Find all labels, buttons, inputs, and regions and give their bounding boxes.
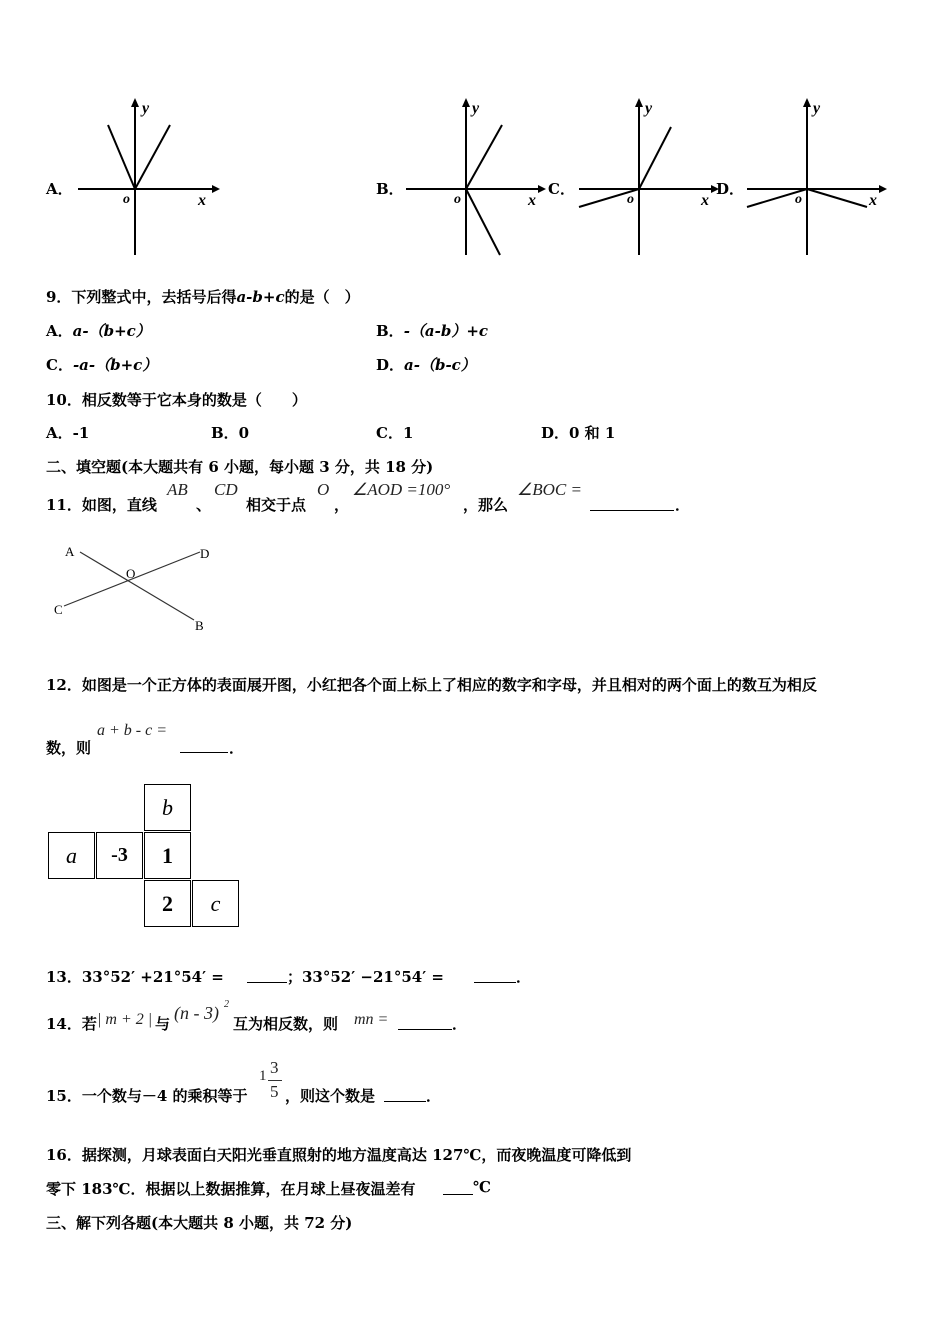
q11-fig-label-o: O [126, 566, 136, 581]
q14-mn-expression: mn = [354, 1011, 389, 1028]
q15-fraction-bar [268, 1080, 282, 1081]
q14-abs-expression: | m + 2 | [97, 1011, 153, 1028]
q12-line-2-a: 数，则 [46, 739, 92, 757]
q11-math-angle-boc: ∠BOC = [517, 480, 582, 499]
q8-graph-a [70, 95, 220, 260]
net-cell-neg3: -3 [96, 832, 143, 879]
q11-math-cd: CD [214, 480, 238, 499]
q13-part-3: ． [516, 968, 532, 986]
q11-answer-blank[interactable] [590, 510, 674, 511]
q11-text-6: ． [675, 496, 691, 514]
q8-graph-b [400, 95, 550, 260]
q8-c-origin-label: o [627, 192, 634, 207]
q11-fig-label-b: B [195, 618, 204, 633]
q15-fraction-denominator: 5 [270, 1082, 279, 1101]
q15-text-3: ． [426, 1087, 442, 1105]
q10-option-a: A．-1 [46, 424, 90, 442]
q8-a-x-label: x [198, 192, 206, 209]
q8-graph-c [575, 95, 725, 260]
q8-b-origin-label: o [454, 192, 461, 207]
q14-exponent: 2 [224, 999, 229, 1010]
q11-fig-label-a: A [65, 544, 75, 559]
q11-math-ab: AB [167, 480, 188, 499]
q8-d-origin-label: o [795, 192, 802, 207]
q15-answer-blank[interactable] [384, 1101, 426, 1102]
q8-d-x-label: x [869, 192, 877, 209]
q11-math-angle-aod: ∠AOD =100° [352, 480, 451, 499]
q8-option-b-label: B． [376, 180, 404, 198]
q14-text-3: 互为相反数，则 [233, 1015, 339, 1033]
q14-text-4: ． [452, 1015, 468, 1033]
q8-d-y-label: y [813, 100, 821, 117]
q15-text-1: 15．一个数与－4 的乘积等于 [46, 1087, 248, 1105]
q8-option-d-label: D． [716, 180, 745, 198]
net-cell-1: 1 [144, 832, 191, 879]
q9-stem: 9．下列整式中，去括号后得a-b+c的是（ ） [46, 288, 360, 306]
q10-stem: 10．相反数等于它本身的数是（ ） [46, 391, 307, 409]
section-2-heading: 二、填空题(本大题共有 6 小题，每小题 3 分，共 18 分) [46, 458, 434, 476]
net-cell-b: b [144, 784, 191, 831]
q12-line-2-b: ． [229, 739, 245, 757]
section-3-heading: 三、解下列各题(本大题共 8 小题，共 72 分) [46, 1214, 353, 1232]
q16-line-1: 16．据探测，月球表面白天阳光垂直照射的地方温度高达 127℃，而夜晚温度可降低到 [46, 1146, 632, 1164]
q12-expression: a + b - c = [97, 722, 168, 739]
q12-line-1: 12．如图是一个正方体的表面展开图，小红把各个面上标上了相应的数字和字母，并且相对的两个面上的数互为相反 [46, 676, 817, 694]
q11-text-4: ， [334, 496, 350, 514]
q11-text-1: 11．如图，直线 [46, 496, 157, 514]
q13-answer-blank-1[interactable] [247, 982, 287, 983]
q11-text-2: 、 [196, 496, 212, 514]
q13-part-2: ；33°52′ −21°54′ = [287, 968, 444, 986]
net-cell-2: 2 [144, 880, 191, 927]
q9-option-a: A．a-（b+c） [46, 322, 151, 340]
q11-fig-label-d: D [200, 546, 210, 561]
q10-option-d: D．0 和 1 [541, 424, 616, 442]
q9-option-c: C．-a-（b+c） [46, 356, 158, 374]
q12-answer-blank[interactable] [180, 752, 228, 753]
q10-option-c: C．1 [376, 424, 414, 442]
q11-fig-label-c: C [54, 602, 63, 617]
q16-line-2-a: 零下 183℃．根据以上数据推算，在月球上昼夜温差有 [46, 1180, 416, 1198]
q14-answer-blank[interactable] [398, 1029, 452, 1030]
q15-text-2: ，则这个数是 [285, 1087, 376, 1105]
q9-option-d: D．a-（b-c） [376, 356, 476, 374]
q8-b-y-label: y [472, 100, 480, 117]
q8-c-y-label: y [645, 100, 653, 117]
q8-option-a-label: A． [46, 180, 73, 198]
q16-answer-blank[interactable] [443, 1194, 473, 1195]
q8-a-origin-label: o [123, 192, 130, 207]
q8-b-x-label: x [528, 192, 536, 209]
q10-option-b: B．0 [211, 424, 250, 442]
q11-math-o: O [317, 480, 330, 499]
q14-power-expression: (n - 3) [174, 1003, 219, 1023]
q9-option-b: B．-（a-b）+c [376, 322, 489, 340]
q15-fraction-numerator: 3 [270, 1058, 279, 1077]
net-cell-c: c [192, 880, 239, 927]
q11-text-3: 相交于点 [246, 496, 307, 514]
q11-text-5: ，那么 [463, 496, 509, 514]
q11-figure [48, 540, 223, 635]
q13-answer-blank-2[interactable] [474, 982, 516, 983]
q14-text-1: 14．若 [46, 1015, 97, 1033]
q8-c-x-label: x [701, 192, 709, 209]
q8-graph-d [743, 95, 893, 260]
q8-option-c-label: C． [548, 180, 575, 198]
q14-text-2: 与 [155, 1015, 171, 1033]
net-cell-a: a [48, 832, 95, 879]
q16-line-2-b: ℃ [473, 1178, 491, 1196]
q13-part-1: 13．33°52′ +21°54′ = [46, 968, 224, 986]
q8-a-y-label: y [142, 100, 150, 117]
q15-mixed-whole: 1 [259, 1068, 267, 1084]
